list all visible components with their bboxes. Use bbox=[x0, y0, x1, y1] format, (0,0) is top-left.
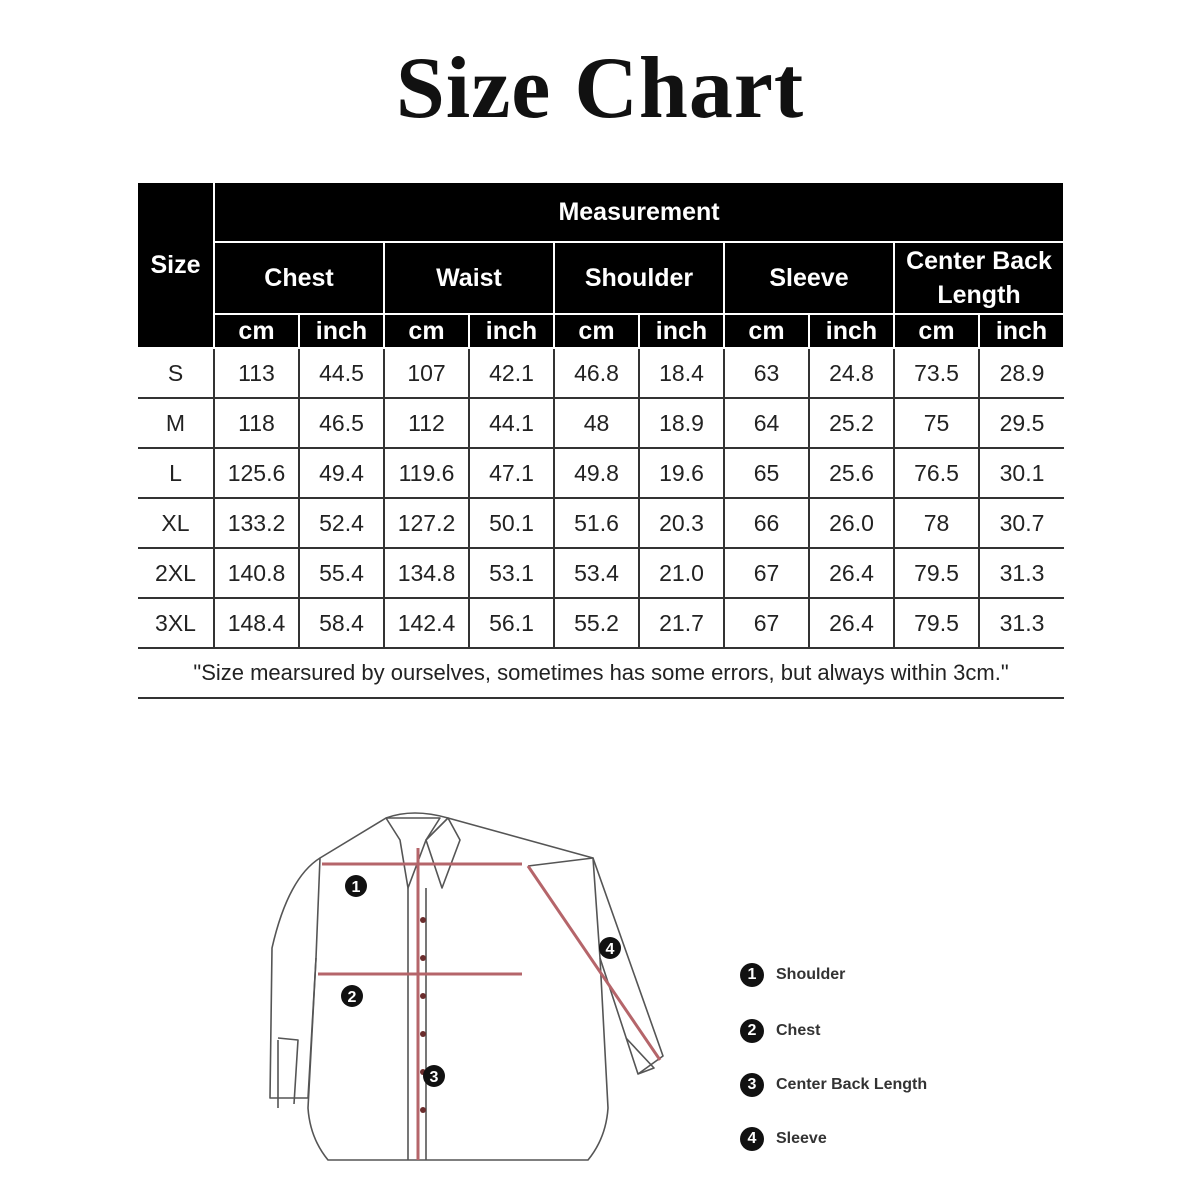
table-row bbox=[138, 448, 1064, 498]
size-note: "Size mearsured by ourselves, sometimes has some errors, but always within 3cm." bbox=[138, 648, 1064, 698]
size-cell: XL bbox=[138, 498, 214, 548]
table-cell: 49.4 bbox=[299, 448, 384, 498]
table-row bbox=[138, 498, 1064, 548]
sleeve-measure-line bbox=[528, 866, 660, 1060]
table-cell: 112 bbox=[384, 398, 469, 448]
size-cell: 2XL bbox=[138, 548, 214, 598]
table-row bbox=[138, 598, 1064, 648]
collar-right bbox=[426, 818, 460, 888]
table-cell: 79.5 bbox=[894, 548, 979, 598]
table-cell: 25.6 bbox=[809, 448, 894, 498]
size-cell: L bbox=[138, 448, 214, 498]
unit-header-cm: cm bbox=[724, 314, 809, 348]
table-cell: 31.3 bbox=[979, 598, 1064, 648]
unit-header-cm: cm bbox=[214, 314, 299, 348]
table-cell: 125.6 bbox=[214, 448, 299, 498]
table-cell: 21.0 bbox=[639, 548, 724, 598]
table-cell: 55.2 bbox=[554, 598, 639, 648]
table-row bbox=[138, 548, 1064, 598]
legend-number: 2 bbox=[740, 1019, 764, 1043]
table-cell: 53.1 bbox=[469, 548, 554, 598]
legend-item-shoulder bbox=[740, 962, 980, 988]
table-cell: 142.4 bbox=[384, 598, 469, 648]
table-cell: 18.9 bbox=[639, 398, 724, 448]
table-cell: 55.4 bbox=[299, 548, 384, 598]
table-cell: 28.9 bbox=[979, 348, 1064, 398]
measurement-header: Measurement bbox=[214, 182, 1064, 242]
size-header: Size bbox=[138, 182, 214, 348]
marker-1: 1 bbox=[351, 879, 361, 896]
table-cell: 58.4 bbox=[299, 598, 384, 648]
marker-4: 4 bbox=[605, 941, 615, 958]
table-cell: 52.4 bbox=[299, 498, 384, 548]
legend-label: Shoulder bbox=[776, 966, 846, 983]
page-title: Size Chart bbox=[395, 40, 805, 137]
unit-header-cm: cm bbox=[554, 314, 639, 348]
table-cell: 44.1 bbox=[469, 398, 554, 448]
table-cell: 140.8 bbox=[214, 548, 299, 598]
table-cell: 26.0 bbox=[809, 498, 894, 548]
table-cell: 31.3 bbox=[979, 548, 1064, 598]
legend-label: Sleeve bbox=[776, 1130, 827, 1147]
table-cell: 65 bbox=[724, 448, 809, 498]
table-cell: 21.7 bbox=[639, 598, 724, 648]
size-cell: M bbox=[138, 398, 214, 448]
table-cell: 51.6 bbox=[554, 498, 639, 548]
table-cell: 119.6 bbox=[384, 448, 469, 498]
table-cell: 76.5 bbox=[894, 448, 979, 498]
table-cell: 24.8 bbox=[809, 348, 894, 398]
shoulder-header: Shoulder bbox=[554, 242, 724, 314]
table-cell: 49.8 bbox=[554, 448, 639, 498]
table-cell: 64 bbox=[724, 398, 809, 448]
marker-3: 3 bbox=[429, 1069, 439, 1086]
legend-item-center-back-length bbox=[740, 1072, 980, 1098]
legend-number: 4 bbox=[740, 1127, 764, 1151]
table-cell: 30.1 bbox=[979, 448, 1064, 498]
table-cell: 26.4 bbox=[809, 548, 894, 598]
unit-header-inch: inch bbox=[469, 314, 554, 348]
table-cell: 118 bbox=[214, 398, 299, 448]
table-cell: 18.4 bbox=[639, 348, 724, 398]
size-table bbox=[138, 181, 1065, 699]
sleeve-header: Sleeve bbox=[724, 242, 894, 314]
collar-outline bbox=[386, 818, 440, 888]
table-cell: 53.4 bbox=[554, 548, 639, 598]
table-cell: 20.3 bbox=[639, 498, 724, 548]
table-cell: 107 bbox=[384, 348, 469, 398]
size-cell: S bbox=[138, 348, 214, 398]
table-cell: 113 bbox=[214, 348, 299, 398]
table-cell: 134.8 bbox=[384, 548, 469, 598]
table-cell: 63 bbox=[724, 348, 809, 398]
table-cell: 50.1 bbox=[469, 498, 554, 548]
legend-item-sleeve bbox=[740, 1126, 980, 1152]
table-row bbox=[138, 348, 1064, 398]
table-cell: 25.2 bbox=[809, 398, 894, 448]
waist-header: Waist bbox=[384, 242, 554, 314]
unit-header-inch: inch bbox=[809, 314, 894, 348]
table-cell: 78 bbox=[894, 498, 979, 548]
table-cell: 67 bbox=[724, 598, 809, 648]
shirt-buttons bbox=[420, 917, 426, 1113]
unit-header-cm: cm bbox=[894, 314, 979, 348]
table-cell: 56.1 bbox=[469, 598, 554, 648]
table-row bbox=[138, 398, 1064, 448]
marker-2: 2 bbox=[347, 989, 357, 1006]
center-back-length-header: Center Back Length bbox=[894, 242, 1064, 314]
size-cell: 3XL bbox=[138, 598, 214, 648]
legend-item-chest bbox=[740, 1018, 980, 1044]
table-cell: 29.5 bbox=[979, 398, 1064, 448]
table-cell: 44.5 bbox=[299, 348, 384, 398]
table-cell: 127.2 bbox=[384, 498, 469, 548]
chest-header: Chest bbox=[214, 242, 384, 314]
unit-header-cm: cm bbox=[384, 314, 469, 348]
unit-header-inch: inch bbox=[639, 314, 724, 348]
unit-header-inch: inch bbox=[979, 314, 1064, 348]
table-cell: 133.2 bbox=[214, 498, 299, 548]
table-cell: 66 bbox=[724, 498, 809, 548]
legend-number: 1 bbox=[740, 963, 764, 987]
table-cell: 48 bbox=[554, 398, 639, 448]
table-cell: 19.6 bbox=[639, 448, 724, 498]
table-cell: 75 bbox=[894, 398, 979, 448]
table-cell: 46.5 bbox=[299, 398, 384, 448]
table-cell: 67 bbox=[724, 548, 809, 598]
table-cell: 26.4 bbox=[809, 598, 894, 648]
table-cell: 73.5 bbox=[894, 348, 979, 398]
unit-header-inch: inch bbox=[299, 314, 384, 348]
shirt-diagram bbox=[258, 808, 678, 1188]
table-cell: 47.1 bbox=[469, 448, 554, 498]
table-cell: 148.4 bbox=[214, 598, 299, 648]
table-cell: 30.7 bbox=[979, 498, 1064, 548]
legend-label: Chest bbox=[776, 1022, 821, 1039]
table-cell: 42.1 bbox=[469, 348, 554, 398]
legend-number: 3 bbox=[740, 1073, 764, 1097]
legend-label: Center Back Length bbox=[776, 1076, 928, 1093]
table-cell: 46.8 bbox=[554, 348, 639, 398]
table-cell: 79.5 bbox=[894, 598, 979, 648]
